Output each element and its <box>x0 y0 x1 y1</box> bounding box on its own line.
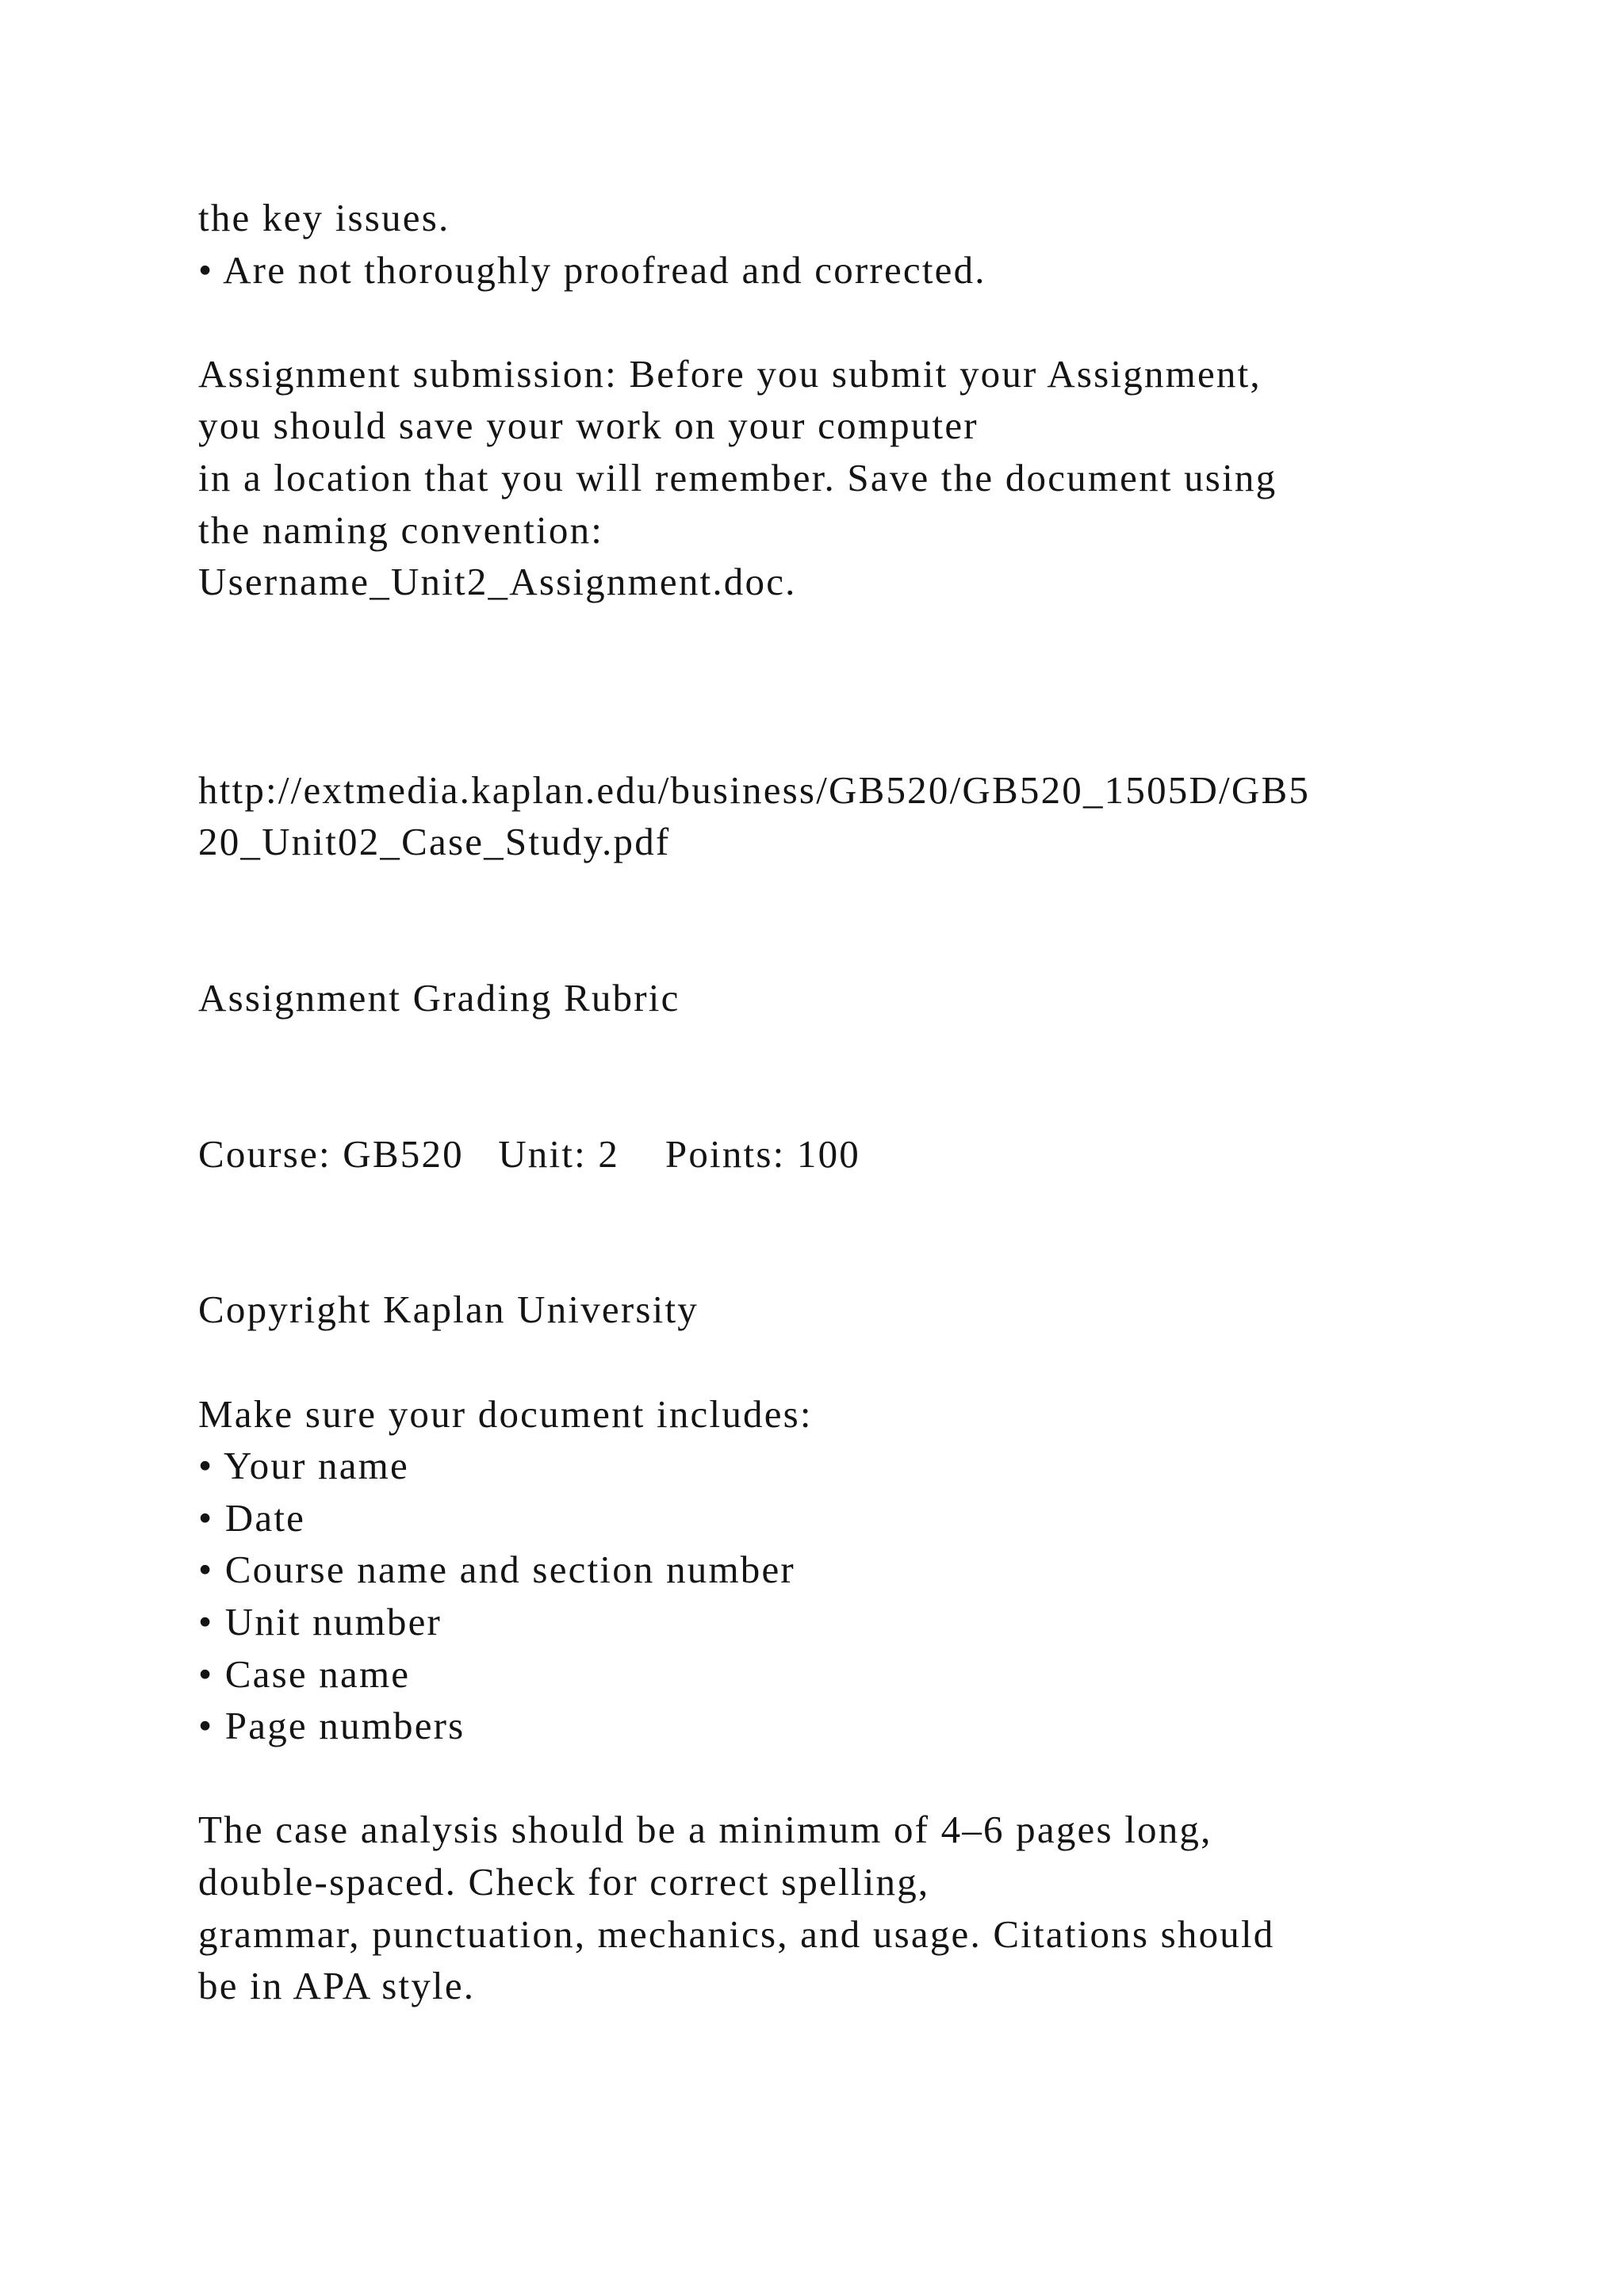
includes-item: • Case name <box>198 1651 411 1696</box>
case-study-url-line: http://extmedia.kaplan.edu/business/GB520/GB520_1505D/GB5 <box>198 767 1311 812</box>
analysis-line: The case analysis should be a minimum of 4–6 pages long, <box>198 1808 1212 1852</box>
includes-item: • Page numbers <box>198 1704 465 1748</box>
includes-item: • Date <box>198 1495 306 1540</box>
paragraph-spacer <box>198 1336 1546 1388</box>
submission-line: in a location that you will remember. Save the document using <box>198 455 1277 499</box>
includes-item: • Your name <box>198 1444 409 1488</box>
submission-line: Assignment submission: Before you submit your Assignment, <box>198 351 1262 396</box>
paragraph-spacer <box>198 608 1546 764</box>
paragraph-spacer <box>198 868 1546 972</box>
bullet-item: • Are not thoroughly proofread and corrected. <box>198 247 986 292</box>
copyright-notice: Copyright Kaplan University <box>198 1288 699 1332</box>
analysis-line: double-spaced. Check for correct spelling, <box>198 1860 930 1904</box>
case-study-url-line: 20_Unit02_Case_Study.pdf <box>198 820 671 864</box>
submission-line: you should save your work on your computer <box>198 404 979 448</box>
rubric-title: Assignment Grading Rubric <box>198 975 680 1020</box>
paragraph-spacer <box>198 1024 1546 1128</box>
analysis-line: grammar, punctuation, mechanics, and usage. Citations should <box>198 1911 1275 1956</box>
course-info: Course: GB520 Unit: 2 Points: 100 <box>198 1131 860 1176</box>
includes-item: • Unit number <box>198 1600 442 1644</box>
document-body <box>198 192 1546 2012</box>
analysis-line: be in APA style. <box>198 1964 476 2008</box>
paragraph-spacer <box>198 296 1546 348</box>
text-line: the key issues. <box>198 196 450 239</box>
includes-heading: Make sure your document includes: <box>198 1391 813 1436</box>
paragraph-spacer <box>198 1752 1546 1804</box>
paragraph-spacer <box>198 1180 1546 1284</box>
includes-item: • Course name and section number <box>198 1548 795 1592</box>
filename-line: Username_Unit2_Assignment.doc. <box>198 560 797 604</box>
submission-line: the naming convention: <box>198 507 604 552</box>
